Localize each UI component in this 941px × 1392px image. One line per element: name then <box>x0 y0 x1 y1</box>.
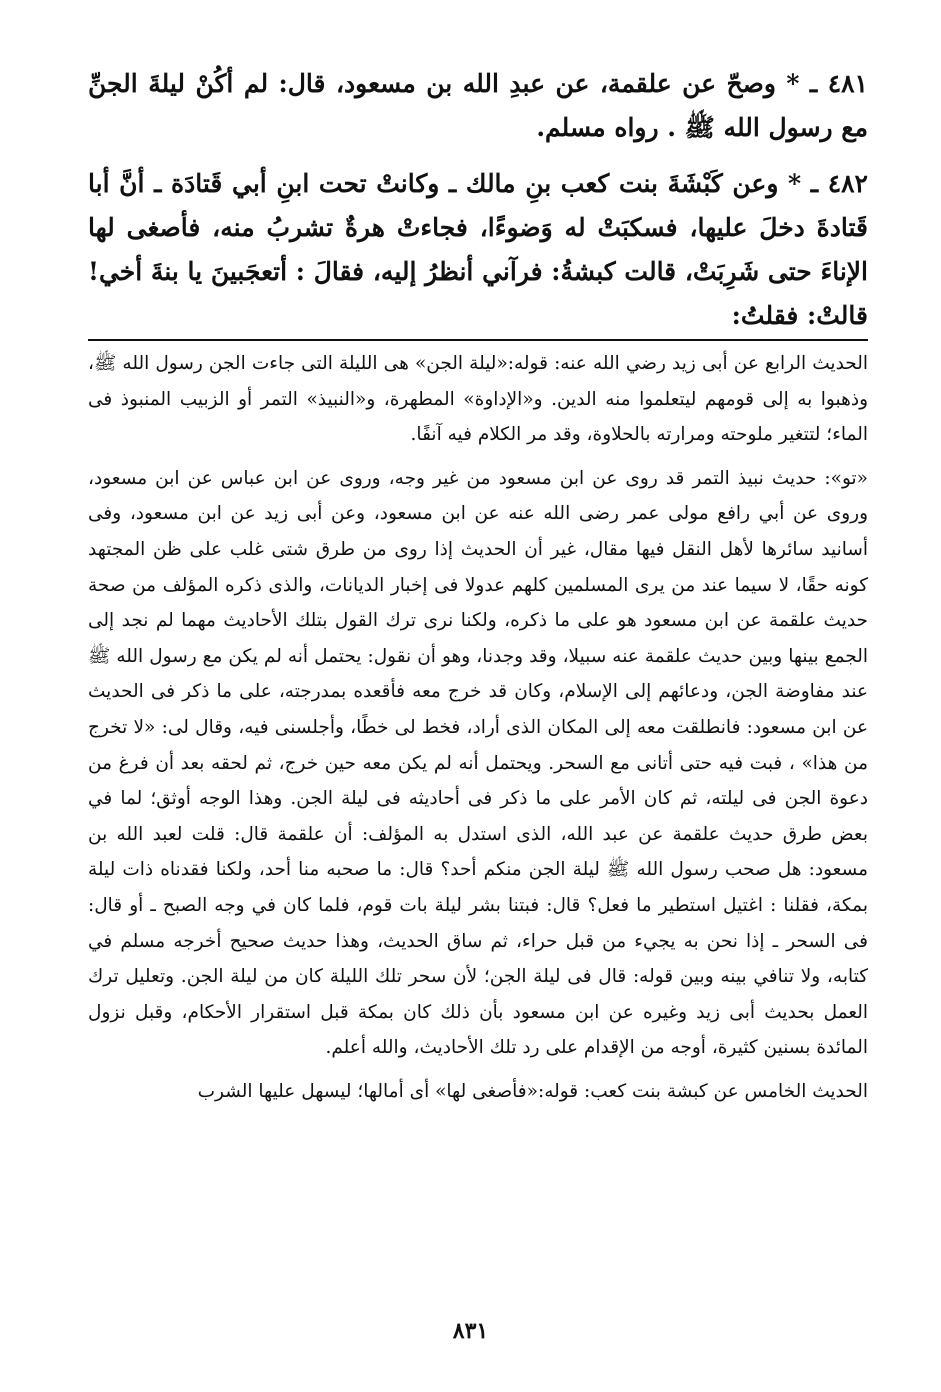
commentary-paragraph-2: «تو»: حديث نبيذ التمر قد روى عن ابن مسعود من غير وجه، وروى عن ابن عباس عن ابن مسعود، وروى عن أبي رافع مولى عمر رضى الله عنه عن ابن مسعود، وعن أبى زيد عن ابن مسعود، وفى أسانيد سائرها لأهل النقل فيها مقال، غير أن الحديث إذا روى من طرق شتى غلب على ظن المجتهد كونه حقًا، لا سيما عند من يرى المسلمين كلهم عدولا فى إخبار الديانات، والذى ذكره المؤلف من صحة حديث علقمة عن ابن مسعود هو على ما ذكره، ولكنا نرى ترك القول بتلك الأحاديث مهما لم نجد إلى الجمع بينها وبين حديث علقمة عنه سبيلا، وقد وجدنا، وهو أن نقول: يحتمل أنه لم يكن مع رسول الله ﷺ عند مفاوضة الجن، ودعائهم إلى الإسلام، وكان قد خرج معه فأقعده بمدرجته، على ما ذكر فى الحديث عن ابن مسعود: فانطلقت معه إلى المكان الذى أراد، فخط لى خطًا، وأجلسنى فيه، وقال لى: «لا تخرج من هذا» ، فبت فيه حتى أتانى مع السحر. ويحتمل أنه لم يكن معه حين خرج، ثم لحقه بعد أن فرغ من دعوة الجن فى ليلته، ثم كان الأمر على ما ذكر فى أحاديثه فى ليلة الجن. وهذا الوجه أوثق؛ لما في بعض طرق حديث علقمة عن عبد الله، الذى استدل به المؤلف: أن علقمة قال: قلت لعبد الله بن مسعود: هل صحب رسول الله ﷺ ليلة الجن منكم أحد؟ قال: ما صحبه منا أحد، ولكنا فقدناه ذات ليلة بمكة، فقلنا : اغتيل استطير ما فعل؟ قال: فبتنا بشر ليلة بات قوم، فلما كان في وجه الصبح ـ أو قال: فى السحر ـ إذا نحن به يجيء من قبل حراء، ثم ساق الحديث، وهذا حديث صحيح أخرجه مسلم في كتابه، ولا تنافي بينه وبين قوله: قال فى ليلة الجن؛ لأن سحر تلك الليلة كان من ليلة الجن. وتعليل ترك العمل بحديث أبى زيد وغيره عن ابن مسعود بأن ذلك كان بمكة قبل استقرار الأحكام، وقبل نزول المائدة بسنين كثيرة، أوجه من الإقدام على رد تلك الأحاديث، والله أعلم. <box>88 467 868 1059</box>
main-text <box>88 62 868 350</box>
commentary-section <box>88 346 868 1117</box>
hadith-481: ٤٨١ ـ * وصحّ عن علقمة، عن عبدِ الله بن مسعود، قال: لم أكُنْ ليلةَ الجنِّ مع رسول الله ﷺ . رواه مسلم. <box>88 69 868 142</box>
commentary-paragraph-3: الحديث الخامس عن كبشة بنت كعب: قوله:«فأصغى لها» أى أمالها؛ ليسهل عليها الشرب <box>197 1080 868 1102</box>
commentary-paragraph-1: الحديث الرابع عن أبى زيد رضي الله عنه: قوله:«ليلة الجن» هى الليلة التى جاءت الجن رسول الله ﷺ، وذهبوا به إلى قومهم ليتعلموا منه الدين. و«الإداوة» المطهرة، و«النبيذ» التمر أو الزبيب المنبوذ فى الماء؛ لتتغير ملوحته ومرارته بالحلاوة، وقد مر الكلام فيه آنفًا. <box>88 353 868 446</box>
hadith-482: ٤٨٢ ـ * وعن كَبْشَةَ بنت كعب بنِ مالك ـ وكانتْ تحت ابنِ أبي قَتادَة ـ أنَّ أبا قَتادةَ دخلَ عليها، فسكبَتْ له وَضوءًا، فجاءتْ هرةٌ تشربُ منه، فأصغى لها الإناءَ حتى شَرِبَتْ، قالت كبشةُ: فرآني أنظرُ إليه، فقالَ : أتعجَبينَ يا بنةَ أخي! قالتْ: فقلتُ: <box>88 169 868 330</box>
page-number: ٨٣١ <box>452 1318 489 1344</box>
footnote-divider <box>88 339 868 341</box>
